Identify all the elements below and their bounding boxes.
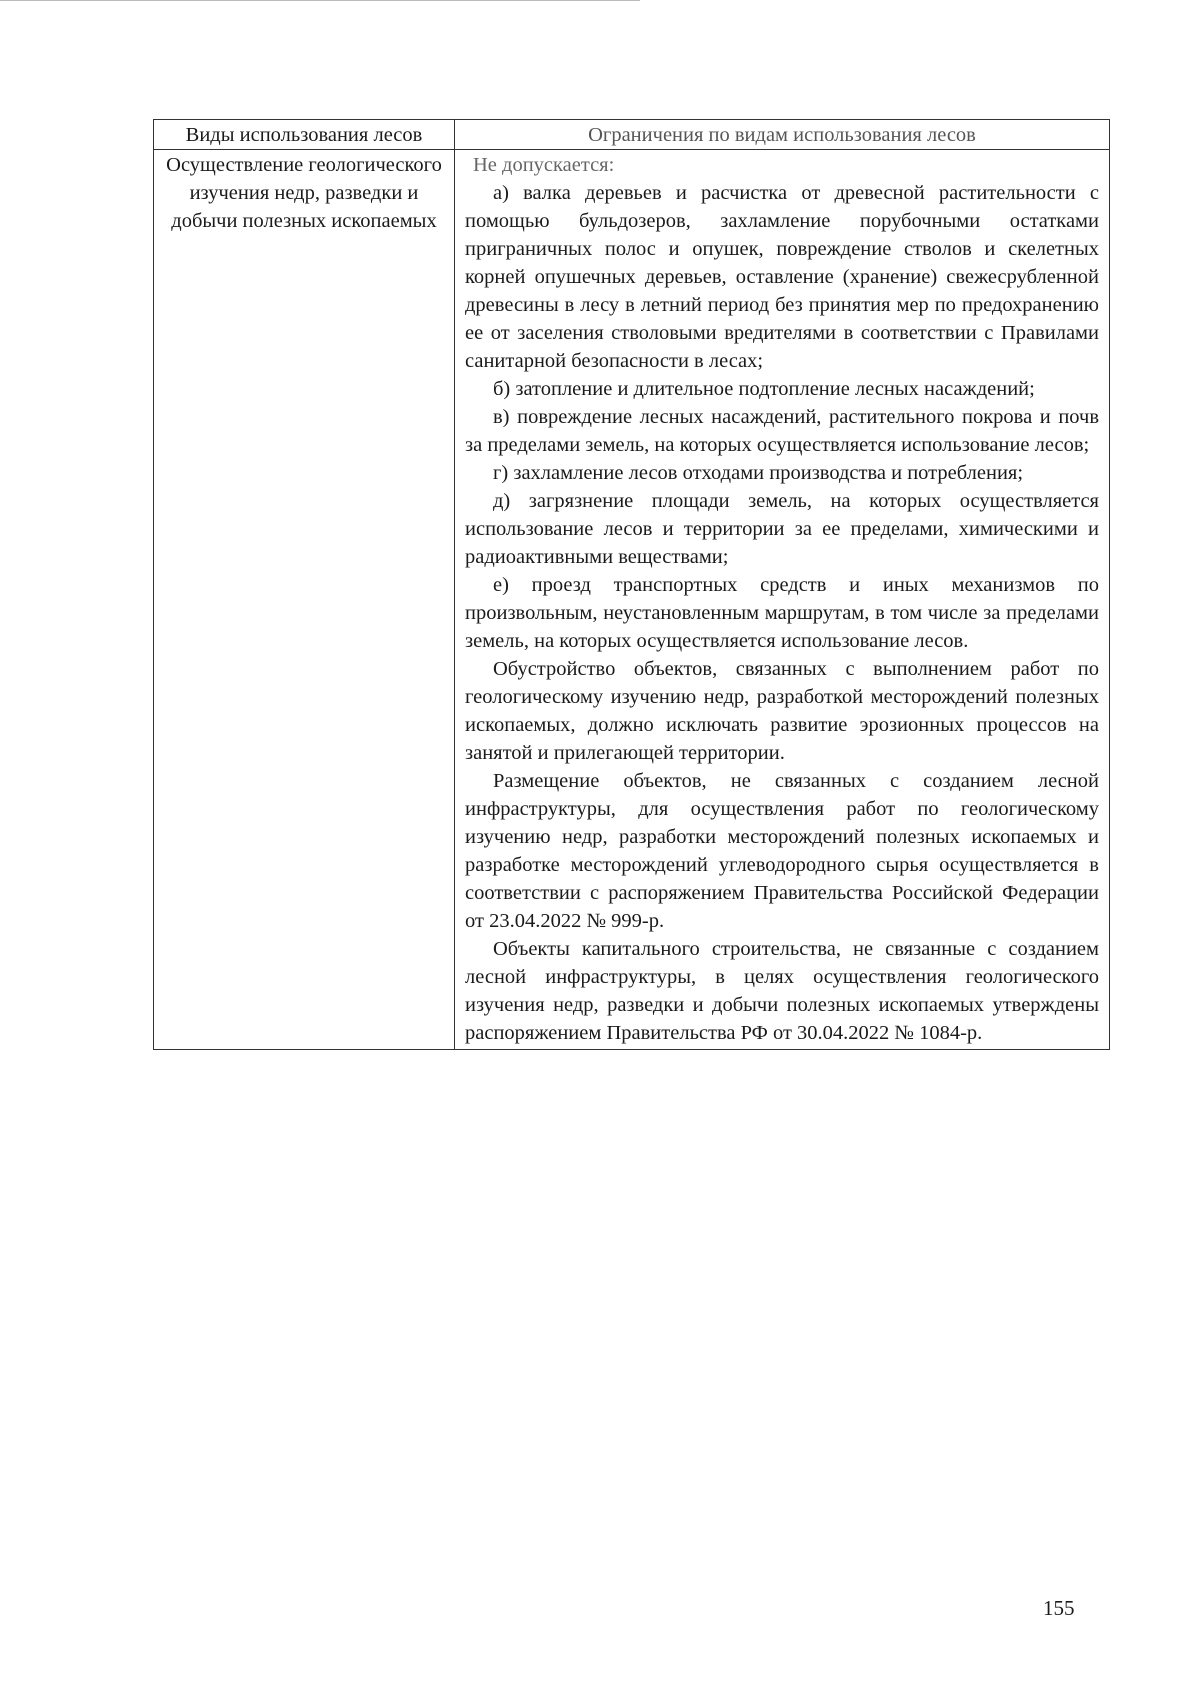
forest-use-restrictions-table — [153, 119, 1110, 1050]
table-header-row — [154, 120, 1110, 150]
restriction-item-b: б) затопление и длительное подтопление лесных насаждений; — [493, 378, 1035, 400]
restriction-item-d: д) загрязнение площади земель, на которых осуществляется использование лесов и территории за ее пределами, химическими и радиоактивными веществами; — [465, 490, 1099, 568]
header-restrictions: Ограничения по видам использования лесов — [455, 120, 1110, 150]
restriction-intro: Не допускается: — [473, 154, 615, 176]
use-type-cell: Осуществление геологического изучения недр, разведки и добычи полезных ископаемых — [154, 150, 455, 1050]
paragraph-erosion: Обустройство объектов, связанных с выполнением работ по геологическому изучению недр, разработкой месторождений полезных ископаемых, должно исключать развитие эрозионных процессов на занятой и прилегающей территории. — [465, 658, 1099, 764]
table-row — [154, 150, 1110, 1050]
paragraph-placement: Размещение объектов, не связанных с созданием лесной инфраструктуры, для осуществления работ по геологическому изучению недр, разработки месторождений полезных ископаемых и разработке месторождений углеводородного сырья осуществляется в соответствии с распоряжением Правительства Российской Федерации от 23.04.2022 № 999-р. — [465, 770, 1099, 932]
restriction-item-e: е) проезд транспортных средств и иных механизмов по произвольным, неустановленным маршрутам, в том числе за пределами земель, на которых осуществляется использование лесов. — [465, 574, 1099, 652]
restriction-item-v: в) повреждение лесных насаждений, растительного покрова и почв за пределами земель, на которых осуществляется использование лесов; — [465, 406, 1099, 456]
restriction-item-g: г) захламление лесов отходами производства и потребления; — [493, 462, 1024, 484]
restriction-item-a: а) валка деревьев и расчистка от древесной растительности с помощью бульдозеров, захламление порубочными остатками приграничных полос и опушек, повреждение стволов и скелетных корней опушечных деревьев, оставление (хранение) свежесрубленной древесины в лесу в летний период без принятия мер по предохранению ее от заселения стволовыми вредителями в соответствии с Правилами санитарной безопасности в лесах; — [465, 182, 1099, 372]
paragraph-capital-objects: Объекты капитального строительства, не связанные с созданием лесной инфраструктуры, в целях осуществления геологического изучения недр, разведки и добычи полезных ископаемых утверждены распоряжением Правительства РФ от 30.04.2022 № 1084-р. — [465, 938, 1099, 1044]
page-number: 155 — [1043, 1596, 1075, 1620]
scan-edge-line — [0, 0, 640, 1]
header-use-types: Виды использования лесов — [154, 120, 455, 150]
restrictions-cell — [455, 150, 1110, 1050]
